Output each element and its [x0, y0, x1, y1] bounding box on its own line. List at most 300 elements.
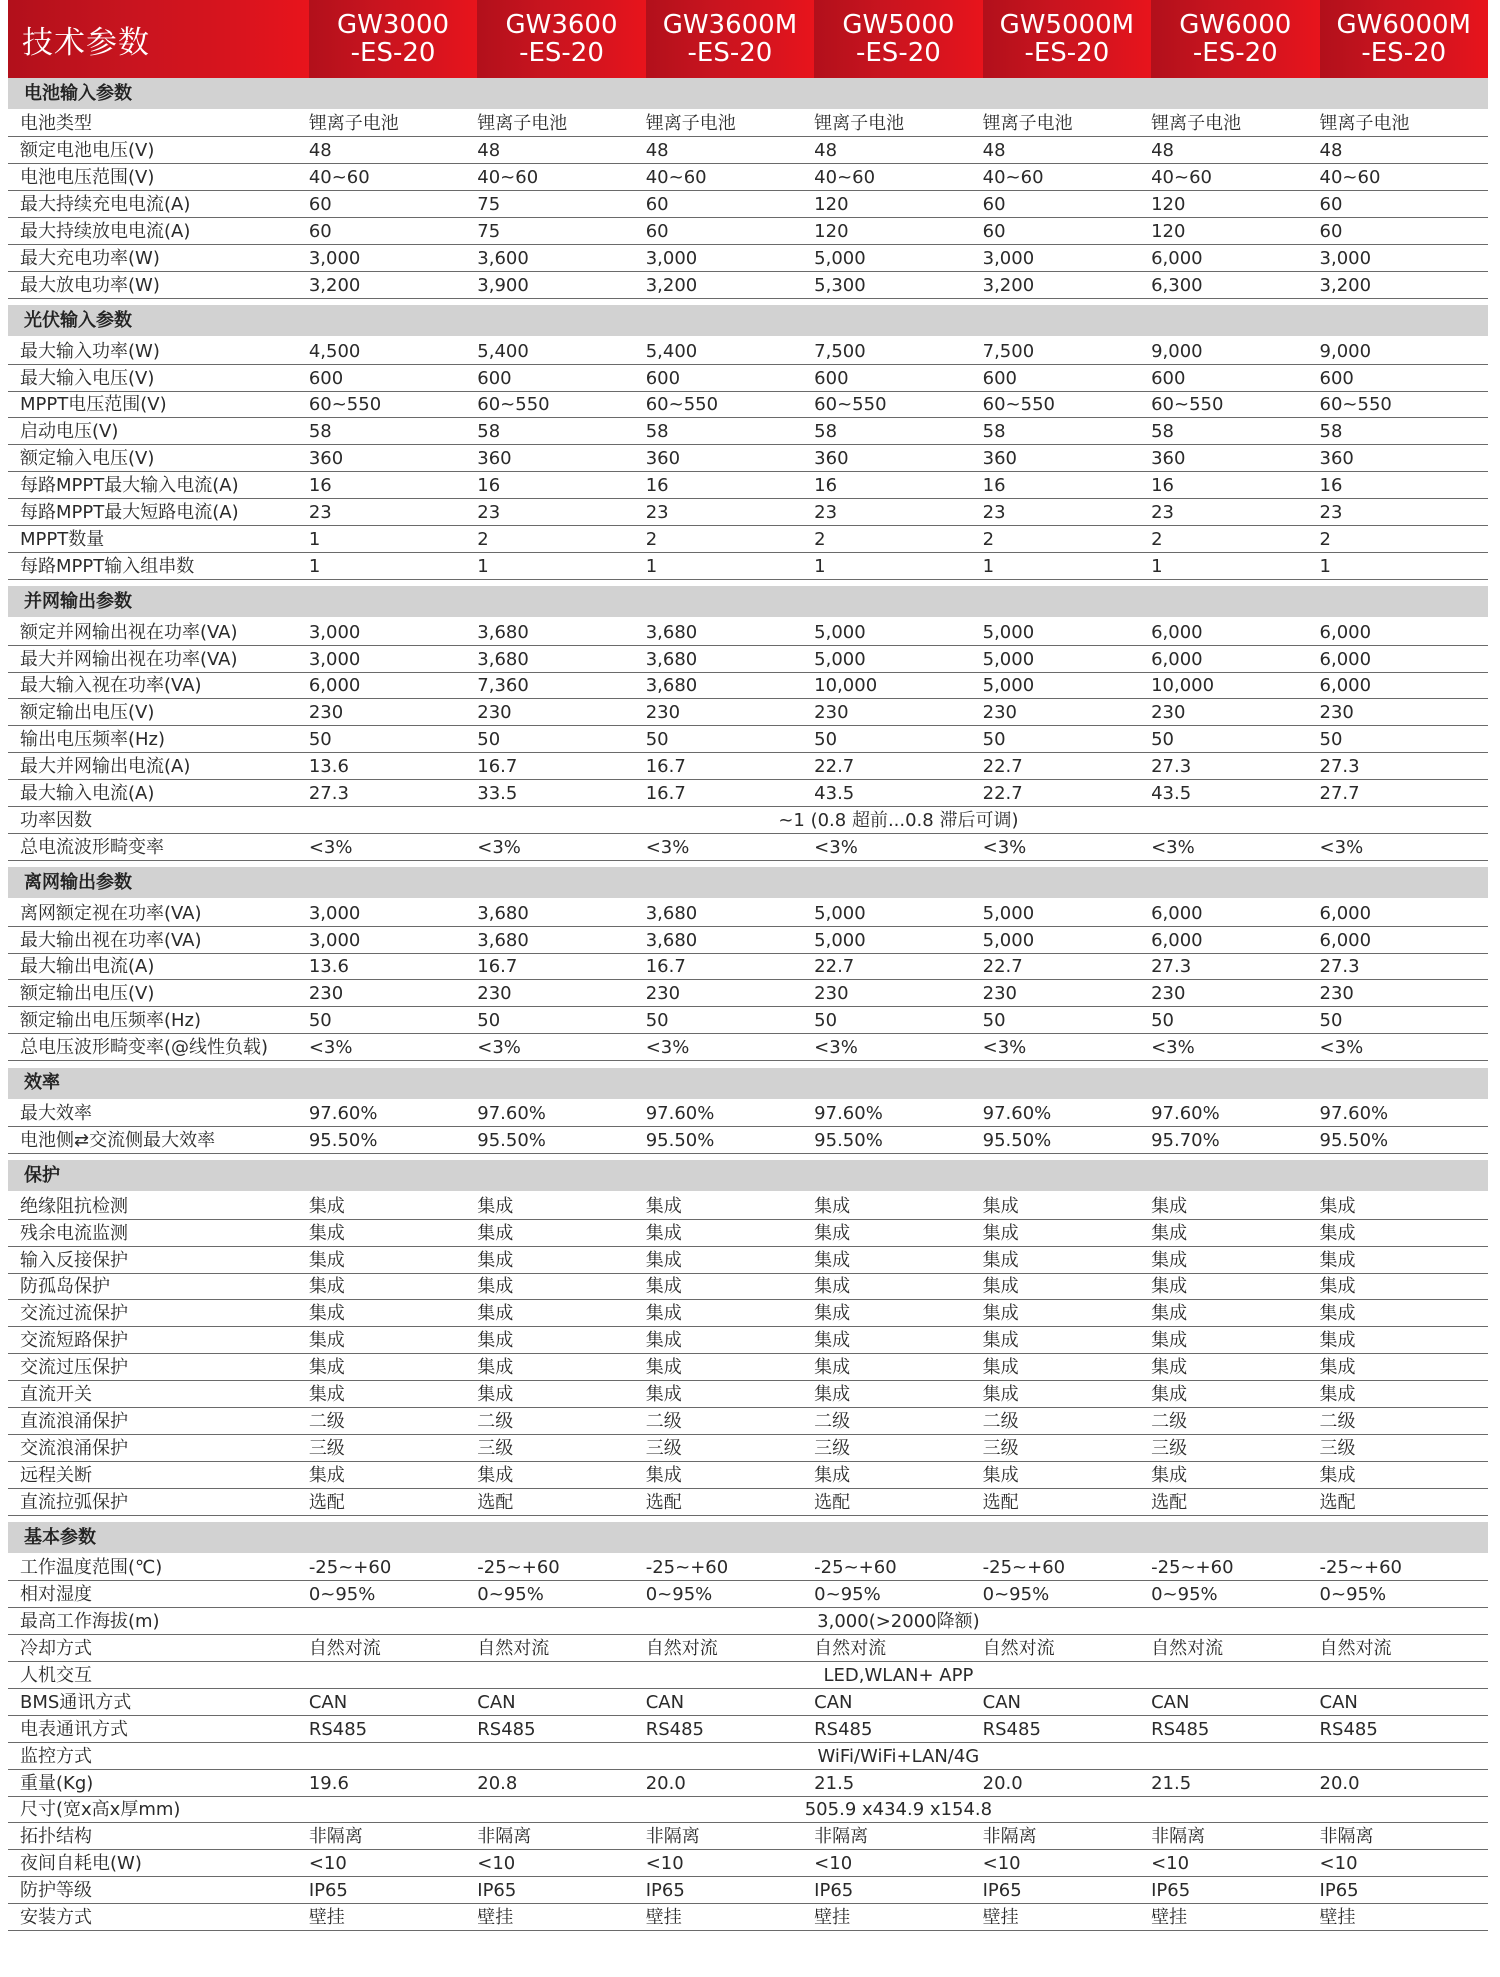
row-value: 自然对流: [1320, 1635, 1488, 1662]
row-label: 最大并网输出电流(A): [8, 753, 309, 780]
row-value: 360: [309, 445, 477, 472]
row-value: 集成: [477, 1354, 645, 1381]
row-label: 夜间自耗电(W): [8, 1850, 309, 1877]
table-row: [8, 218, 1488, 245]
row-value: 选配: [309, 1488, 477, 1515]
row-value: 95.50%: [646, 1127, 814, 1154]
row-label: 直流开关: [8, 1381, 309, 1408]
row-value: 选配: [1320, 1488, 1488, 1515]
row-value: 自然对流: [814, 1635, 982, 1662]
model-suffix: -ES-20: [1361, 38, 1447, 68]
row-value: 集成: [814, 1273, 982, 1300]
row-value: 75: [477, 191, 645, 218]
row-label: 远程关断: [8, 1461, 309, 1488]
model-header: [1151, 0, 1319, 78]
row-value: <3%: [1151, 833, 1319, 860]
table-row: [8, 1434, 1488, 1461]
row-value: 壁挂: [1320, 1904, 1488, 1931]
row-value: IP65: [1151, 1877, 1319, 1904]
row-value: 40~60: [1151, 164, 1319, 191]
row-value: 50: [309, 726, 477, 753]
row-value: 20.0: [1320, 1769, 1488, 1796]
model-header: [983, 0, 1151, 78]
row-label: 最大持续放电电流(A): [8, 218, 309, 245]
row-value: 集成: [983, 1273, 1151, 1300]
row-value-shared: WiFi/WiFi+LAN/4G: [309, 1742, 1488, 1769]
row-value: 0~95%: [1151, 1581, 1319, 1608]
row-label: 相对湿度: [8, 1581, 309, 1608]
row-value: -25~+60: [1151, 1554, 1319, 1581]
model-header: [1320, 0, 1488, 78]
section-title: 电池输入参数: [8, 78, 1488, 110]
row-value: 集成: [814, 1327, 982, 1354]
row-value: RS485: [983, 1715, 1151, 1742]
row-value: 三级: [983, 1434, 1151, 1461]
row-value: 集成: [646, 1461, 814, 1488]
row-value: CAN: [983, 1689, 1151, 1716]
table-row: [8, 1769, 1488, 1796]
row-value: 6,000: [1320, 645, 1488, 672]
row-value: 6,000: [1151, 926, 1319, 953]
row-value: 锂离子电池: [477, 110, 645, 137]
row-value: 16.7: [646, 780, 814, 807]
table-row: [8, 391, 1488, 418]
row-value: 6,300: [1151, 271, 1319, 298]
row-value: 集成: [477, 1273, 645, 1300]
table-row: [8, 1300, 1488, 1327]
table-row: [8, 1273, 1488, 1300]
table-row: [8, 672, 1488, 699]
table-row: [8, 1689, 1488, 1716]
section-spacer: [8, 1515, 1488, 1522]
model-name: GW5000: [842, 10, 955, 40]
row-value: 集成: [1151, 1461, 1319, 1488]
row-value: 95.50%: [309, 1127, 477, 1154]
row-value: 40~60: [983, 164, 1151, 191]
row-value: 60~550: [309, 391, 477, 418]
row-value: -25~+60: [477, 1554, 645, 1581]
row-value: 3,680: [646, 672, 814, 699]
spec-table: [8, 0, 1488, 1931]
row-value: 二级: [477, 1408, 645, 1435]
row-label: 总电压波形畸变率(@线性负载): [8, 1034, 309, 1061]
row-value: 3,680: [477, 926, 645, 953]
table-row: [8, 1461, 1488, 1488]
row-value: 2: [477, 525, 645, 552]
row-label: 额定并网输出视在功率(VA): [8, 618, 309, 645]
row-value: 97.60%: [1151, 1100, 1319, 1127]
row-value: 二级: [1320, 1408, 1488, 1435]
row-value: 230: [477, 980, 645, 1007]
row-value: 50: [309, 1007, 477, 1034]
row-value: 1: [983, 552, 1151, 579]
row-value: 集成: [477, 1300, 645, 1327]
row-value: 97.60%: [983, 1100, 1151, 1127]
row-value: 三级: [1151, 1434, 1319, 1461]
row-label: 额定电池电压(V): [8, 137, 309, 164]
row-value: 锂离子电池: [814, 110, 982, 137]
model-name: GW5000M: [999, 10, 1135, 40]
row-label: 交流过流保护: [8, 1300, 309, 1327]
row-value: 60~550: [646, 391, 814, 418]
row-value: 集成: [1151, 1381, 1319, 1408]
model-suffix: -ES-20: [519, 38, 604, 68]
row-value: 60~550: [983, 391, 1151, 418]
section-title: 离网输出参数: [8, 867, 1488, 899]
model-header: [309, 0, 477, 78]
row-value: 集成: [309, 1192, 477, 1219]
row-label: 最大输入视在功率(VA): [8, 672, 309, 699]
table-row: [8, 1877, 1488, 1904]
table-row: [8, 645, 1488, 672]
row-value: 230: [309, 980, 477, 1007]
row-value: 5,000: [983, 645, 1151, 672]
row-value: 58: [814, 418, 982, 445]
row-value: 非隔离: [1151, 1823, 1319, 1850]
section-header: [8, 1068, 1488, 1100]
row-value: 6,000: [1151, 899, 1319, 926]
model-suffix: -ES-20: [350, 38, 436, 68]
spacer-cell: [8, 298, 1488, 305]
row-label: 电池类型: [8, 110, 309, 137]
row-label: 重量(Kg): [8, 1769, 309, 1796]
row-value-shared: ~1 (0.8 超前...0.8 滞后可调): [309, 806, 1488, 833]
row-value: 40~60: [646, 164, 814, 191]
row-value: 97.60%: [646, 1100, 814, 1127]
row-value: 壁挂: [983, 1904, 1151, 1931]
row-value: 48: [1151, 137, 1319, 164]
row-value: 0~95%: [477, 1581, 645, 1608]
row-value: 27.3: [1320, 753, 1488, 780]
row-value: 48: [309, 137, 477, 164]
row-value: 6,000: [1320, 672, 1488, 699]
row-value: 集成: [983, 1461, 1151, 1488]
row-value: 6,000: [309, 672, 477, 699]
row-label: 额定输出电压频率(Hz): [8, 1007, 309, 1034]
row-value: 95.50%: [814, 1127, 982, 1154]
row-value: 16: [1320, 472, 1488, 499]
row-label: 额定输出电压(V): [8, 980, 309, 1007]
row-value: 97.60%: [477, 1100, 645, 1127]
row-value: 5,300: [814, 271, 982, 298]
row-value: 锂离子电池: [1320, 110, 1488, 137]
row-label: 额定输入电压(V): [8, 445, 309, 472]
row-value: 集成: [983, 1381, 1151, 1408]
row-value: 360: [1151, 445, 1319, 472]
row-value: 非隔离: [646, 1823, 814, 1850]
row-value: 自然对流: [1151, 1635, 1319, 1662]
table-row: [8, 337, 1488, 364]
row-value: 3,680: [477, 899, 645, 926]
row-value: 23: [983, 499, 1151, 526]
row-value: 锂离子电池: [646, 110, 814, 137]
row-value: 选配: [646, 1488, 814, 1515]
row-value: 21.5: [814, 1769, 982, 1796]
row-value: 60: [1320, 191, 1488, 218]
row-value: RS485: [309, 1715, 477, 1742]
row-value: 集成: [646, 1246, 814, 1273]
table-row: [8, 1408, 1488, 1435]
row-label: MPPT电压范围(V): [8, 391, 309, 418]
row-value: 23: [477, 499, 645, 526]
row-value: 5,000: [814, 645, 982, 672]
row-value: 集成: [646, 1219, 814, 1246]
row-value: 3,000: [983, 244, 1151, 271]
row-value: 27.3: [309, 780, 477, 807]
spacer-cell: [8, 579, 1488, 586]
row-value: 锂离子电池: [983, 110, 1151, 137]
row-value: 60: [646, 218, 814, 245]
row-value: 3,200: [1320, 271, 1488, 298]
row-value: 13.6: [309, 753, 477, 780]
row-value: 选配: [477, 1488, 645, 1515]
section-spacer: [8, 579, 1488, 586]
table-row: [8, 1488, 1488, 1515]
row-value: -25~+60: [646, 1554, 814, 1581]
row-label: 离网额定视在功率(VA): [8, 899, 309, 926]
row-value: CAN: [477, 1689, 645, 1716]
row-value: 600: [983, 364, 1151, 391]
row-value: 三级: [1320, 1434, 1488, 1461]
row-value: 二级: [309, 1408, 477, 1435]
table-row: [8, 953, 1488, 980]
row-value: 5,000: [814, 244, 982, 271]
table-row: [8, 1100, 1488, 1127]
row-value: <3%: [1320, 833, 1488, 860]
row-value: 集成: [1320, 1381, 1488, 1408]
row-label: 最大输出电流(A): [8, 953, 309, 980]
row-value: 16.7: [646, 753, 814, 780]
row-value: 集成: [477, 1246, 645, 1273]
row-value: 7,500: [814, 337, 982, 364]
row-value: 3,000: [1320, 244, 1488, 271]
row-value: 23: [646, 499, 814, 526]
row-value: 3,900: [477, 271, 645, 298]
row-value: 230: [309, 699, 477, 726]
table-row: [8, 1127, 1488, 1154]
spec-sheet: [8, 0, 1500, 1931]
row-value: 97.60%: [814, 1100, 982, 1127]
row-value: 360: [1320, 445, 1488, 472]
row-value: 集成: [477, 1192, 645, 1219]
row-value: 0~95%: [1320, 1581, 1488, 1608]
row-value: 3,680: [646, 899, 814, 926]
row-value: 2: [646, 525, 814, 552]
row-value: 20.0: [646, 1769, 814, 1796]
spacer-cell: [8, 1061, 1488, 1068]
section-spacer: [8, 298, 1488, 305]
section-spacer: [8, 1153, 1488, 1160]
row-value: 壁挂: [1151, 1904, 1319, 1931]
row-value: 230: [983, 699, 1151, 726]
row-value: 48: [646, 137, 814, 164]
row-value: 22.7: [814, 953, 982, 980]
row-value: 二级: [1151, 1408, 1319, 1435]
row-value: <10: [983, 1850, 1151, 1877]
row-value: CAN: [646, 1689, 814, 1716]
row-value: 集成: [646, 1354, 814, 1381]
row-value: 48: [814, 137, 982, 164]
row-label: 总电流波形畸变率: [8, 833, 309, 860]
row-value-shared: LED,WLAN+ APP: [309, 1662, 1488, 1689]
row-value: 集成: [983, 1246, 1151, 1273]
model-header: [814, 0, 982, 78]
row-value: 50: [646, 1007, 814, 1034]
row-value: 22.7: [983, 953, 1151, 980]
row-value: <3%: [477, 833, 645, 860]
row-value: 58: [1151, 418, 1319, 445]
model-name: GW3000: [337, 10, 450, 40]
row-value: 60: [309, 191, 477, 218]
row-value: 集成: [814, 1219, 982, 1246]
row-value: 6,000: [1320, 618, 1488, 645]
row-value: 集成: [983, 1300, 1151, 1327]
row-value: 6,000: [1151, 645, 1319, 672]
row-value: 95.50%: [983, 1127, 1151, 1154]
row-value: 230: [1320, 699, 1488, 726]
row-label: 冷却方式: [8, 1635, 309, 1662]
row-value: 集成: [1320, 1461, 1488, 1488]
row-value: 50: [1320, 726, 1488, 753]
row-value: 23: [1320, 499, 1488, 526]
row-value: 60: [646, 191, 814, 218]
row-value: 27.3: [1320, 953, 1488, 980]
row-value: 600: [1151, 364, 1319, 391]
row-value-shared: 505.9 x434.9 x154.8: [309, 1796, 1488, 1823]
row-value: 50: [1151, 1007, 1319, 1034]
section-header: [8, 1522, 1488, 1554]
row-value: 21.5: [1151, 1769, 1319, 1796]
row-value: 1: [309, 525, 477, 552]
row-label: BMS通讯方式: [8, 1689, 309, 1716]
row-label: 防护等级: [8, 1877, 309, 1904]
row-value: 16: [983, 472, 1151, 499]
row-value: 58: [646, 418, 814, 445]
row-value: 22.7: [814, 753, 982, 780]
row-value: 22.7: [983, 753, 1151, 780]
row-value: 19.6: [309, 1769, 477, 1796]
table-row: [8, 726, 1488, 753]
section-title: 保护: [8, 1160, 1488, 1192]
row-value: <10: [1320, 1850, 1488, 1877]
row-value: 50: [477, 1007, 645, 1034]
row-value: 0~95%: [814, 1581, 982, 1608]
row-value: 33.5: [477, 780, 645, 807]
table-row: [8, 137, 1488, 164]
row-value: 10,000: [1151, 672, 1319, 699]
row-value: 50: [1320, 1007, 1488, 1034]
row-label: 每路MPPT最大输入电流(A): [8, 472, 309, 499]
row-value: IP65: [646, 1877, 814, 1904]
row-value: -25~+60: [1320, 1554, 1488, 1581]
row-value: 集成: [646, 1192, 814, 1219]
row-value: 3,200: [983, 271, 1151, 298]
row-value: 60: [1320, 218, 1488, 245]
row-value: 集成: [477, 1327, 645, 1354]
row-value: 3,680: [646, 618, 814, 645]
row-value: 230: [814, 980, 982, 1007]
row-value: 集成: [309, 1219, 477, 1246]
row-value: 5,000: [983, 899, 1151, 926]
row-value: 集成: [983, 1327, 1151, 1354]
row-value: IP65: [983, 1877, 1151, 1904]
row-label: 电池侧⇄交流侧最大效率: [8, 1127, 309, 1154]
row-value: 40~60: [1320, 164, 1488, 191]
table-row: [8, 753, 1488, 780]
row-label: 最大并网输出视在功率(VA): [8, 645, 309, 672]
table-row: [8, 1554, 1488, 1581]
row-value-shared: 3,000(>2000降额): [309, 1608, 1488, 1635]
row-value: <10: [1151, 1850, 1319, 1877]
row-value: 50: [983, 726, 1151, 753]
row-value: 非隔离: [1320, 1823, 1488, 1850]
row-value: 230: [1151, 980, 1319, 1007]
row-label: 每路MPPT最大短路电流(A): [8, 499, 309, 526]
row-value: 7,500: [983, 337, 1151, 364]
row-value: 6,000: [1151, 618, 1319, 645]
row-value: 60~550: [814, 391, 982, 418]
table-row: [8, 1219, 1488, 1246]
row-value: <3%: [646, 833, 814, 860]
row-label: 功率因数: [8, 806, 309, 833]
row-value: 2: [1320, 525, 1488, 552]
model-name: GW3600: [505, 10, 618, 40]
row-label: 输入反接保护: [8, 1246, 309, 1273]
row-value: 集成: [1320, 1300, 1488, 1327]
model-suffix: -ES-20: [856, 38, 941, 68]
table-row: [8, 1327, 1488, 1354]
row-value: 3,200: [646, 271, 814, 298]
page-title: 技术参数: [8, 0, 309, 78]
row-value: 二级: [814, 1408, 982, 1435]
row-value: 集成: [983, 1219, 1151, 1246]
row-value: 23: [1151, 499, 1319, 526]
row-label: 最大输入电流(A): [8, 780, 309, 807]
row-label: 监控方式: [8, 1742, 309, 1769]
row-label: 最大输入电压(V): [8, 364, 309, 391]
section-title: 基本参数: [8, 1522, 1488, 1554]
row-value: 230: [983, 980, 1151, 1007]
row-value: <3%: [1320, 1034, 1488, 1061]
row-value: <10: [309, 1850, 477, 1877]
row-value: 0~95%: [309, 1581, 477, 1608]
row-value: 集成: [814, 1300, 982, 1327]
row-value: IP65: [309, 1877, 477, 1904]
row-value: IP65: [477, 1877, 645, 1904]
row-value: 6,000: [1151, 244, 1319, 271]
row-value: 2: [814, 525, 982, 552]
table-row: [8, 1742, 1488, 1769]
section-spacer: [8, 1061, 1488, 1068]
row-value: 48: [477, 137, 645, 164]
row-value: 集成: [983, 1192, 1151, 1219]
row-value: 43.5: [814, 780, 982, 807]
row-value: 2: [1151, 525, 1319, 552]
row-value: 5,000: [814, 899, 982, 926]
row-value: 60~550: [477, 391, 645, 418]
row-label: 绝缘阻抗检测: [8, 1192, 309, 1219]
table-row: [8, 1715, 1488, 1742]
row-value: 20.8: [477, 1769, 645, 1796]
row-value: 选配: [814, 1488, 982, 1515]
row-value: 集成: [1151, 1219, 1319, 1246]
row-value: -25~+60: [309, 1554, 477, 1581]
row-value: 360: [646, 445, 814, 472]
row-value: 95.50%: [477, 1127, 645, 1154]
table-row: [8, 1381, 1488, 1408]
row-value: 集成: [309, 1273, 477, 1300]
model-name: GW6000: [1179, 10, 1292, 40]
